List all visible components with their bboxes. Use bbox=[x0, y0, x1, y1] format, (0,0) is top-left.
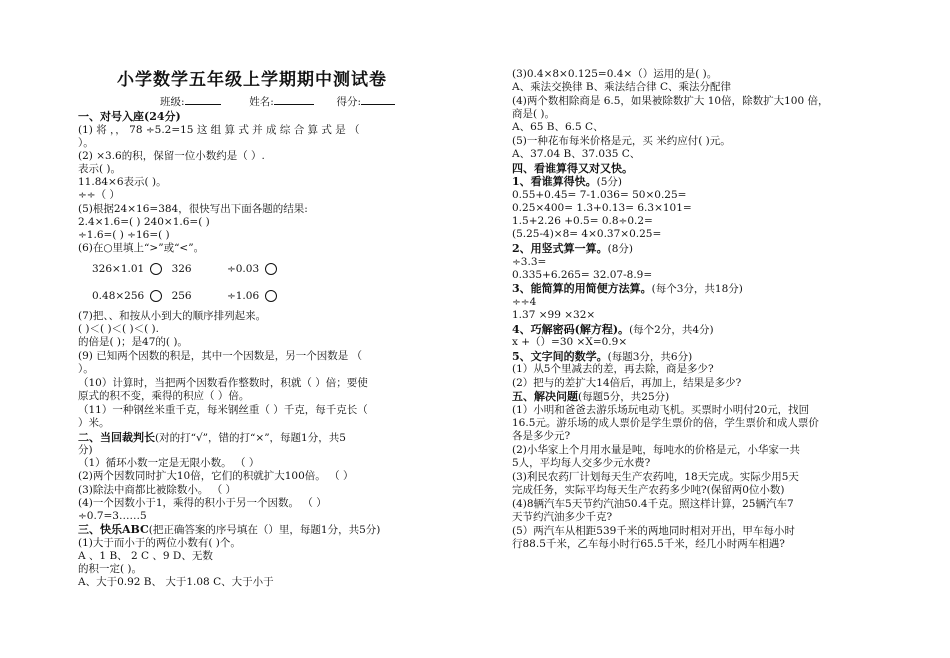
question-5b: ÷1.6=( ) ÷16=( ) bbox=[78, 229, 170, 241]
compare-circle-icon[interactable] bbox=[265, 290, 277, 302]
part-4-3-score: (每个3分，共18分) bbox=[651, 283, 743, 295]
problem-2-cont: 5人，平均每人交多少元水费? bbox=[512, 457, 651, 469]
name-blank bbox=[274, 104, 314, 105]
name-label: 姓名: bbox=[249, 96, 274, 108]
part-4-2-score: (8分) bbox=[607, 243, 634, 255]
question-2: (2) ×3.6的积，保留一位小数约是（ ）. bbox=[78, 150, 265, 162]
part-4-4-heading bbox=[512, 323, 714, 337]
page-title: 小学数学五年级上学期期中测试卷 bbox=[117, 70, 387, 90]
question-7a: ( )＜( )＜( )＜( ). bbox=[78, 323, 159, 335]
judge-2: (2)两个因数同时扩大10倍，它们的积就扩大100倍。 （ ） bbox=[78, 470, 354, 482]
section-3-desc: (把正确答案的序号填在（）里，每题1分，共5分) bbox=[148, 524, 381, 536]
compare-2-mid: 256 bbox=[171, 290, 192, 302]
choice-3: (3)0.4×8×0.125=0.4×（）运用的是( )。 bbox=[512, 68, 718, 80]
choice-5: (5)一种花布每米价格是元，买 米约应付( )元。 bbox=[512, 135, 731, 147]
section-5-heading bbox=[512, 390, 669, 404]
choice-4-options: A、65 B、6.5 C、 bbox=[512, 121, 604, 133]
section-3-title: 三、快乐ABC bbox=[78, 523, 149, 536]
problem-4: (4)8辆汽车5天节约汽油50.4千克。照这样计算，25辆汽车7 bbox=[512, 498, 794, 510]
choice-1-options: A 、1 B、 2 C 、9 D、无数 bbox=[78, 550, 213, 562]
student-info-row bbox=[160, 96, 395, 109]
calc-row-4: (5.25-4)×8= 4×0.37×0.25= bbox=[512, 228, 662, 240]
compare-row-1 bbox=[92, 263, 277, 276]
vertical-calc-2: 0.335+6.265= 32.07-8.9= bbox=[512, 269, 653, 281]
part-4-1-score: (5分) bbox=[596, 176, 623, 188]
part-4-5-title: 5、文字间的数学。 bbox=[512, 350, 608, 363]
compare-1-right: ÷0.03 bbox=[226, 263, 260, 275]
section-4-heading: 四、看谁算得又对又快。 bbox=[512, 162, 633, 175]
problem-1-cont-2: 各是多少元? bbox=[512, 430, 571, 442]
question-3-cont: 11.84×6表示( )。 bbox=[78, 176, 167, 188]
word-problem-1: (1）从5个里减去的差，再去除，商是多少? bbox=[512, 363, 714, 375]
question-5a: 2.4×1.6=( ) 240×1.6=( ) bbox=[78, 216, 210, 228]
question-7: (7)把、、和按从小到大的顺序排列起来。 bbox=[78, 310, 267, 322]
compare-2-right: ÷1.06 bbox=[226, 290, 260, 302]
simplify-1: ÷÷4 bbox=[512, 296, 537, 308]
problem-5: (5）两汽车从相距539千米的两地同时相对开出，甲车每小时 bbox=[512, 525, 795, 537]
section-5-score: (每题5分，共25分) bbox=[578, 391, 670, 403]
part-4-4-title: 4、巧解密码(解方程)。 bbox=[512, 323, 630, 336]
question-3: 表示( )。 bbox=[78, 163, 122, 175]
judge-1: （1）循环小数一定是无限小数。 （ ） bbox=[78, 457, 260, 469]
problem-3: (3)利民农药厂计划每天生产农药吨，18天完成。实际少用5天 bbox=[512, 471, 799, 483]
question-9: (9) 已知两个因数的积是，其中一个因数是，另一个因数是 （ bbox=[78, 350, 363, 362]
problem-4-cont: 天节约汽油多少千克? bbox=[512, 511, 613, 523]
part-4-2-heading bbox=[512, 242, 633, 256]
score-blank bbox=[361, 104, 395, 105]
question-10: （10）计算时，当把两个因数看作整数时，积就（ ）倍；要使 bbox=[78, 377, 368, 389]
judge-4: (4)一个因数小于1，乘得的积小于另一个因数。 （ ） bbox=[78, 497, 327, 509]
question-5: (5)根据24×16=384，很快写出下面各题的结果: bbox=[78, 203, 308, 215]
question-8: 的倍是( )；是47的( )。 bbox=[78, 336, 188, 348]
question-1: (1) 将 ，， 78 ÷5.2=15 这 组 算 式 并 成 综 合 算 式 是 （ bbox=[78, 124, 360, 136]
choice-4-cont: 商是( )。 bbox=[512, 108, 556, 120]
compare-row-2 bbox=[92, 290, 277, 303]
section-2-desc: (对的打“√”，错的打“×”，每题1分，共5 bbox=[155, 432, 346, 444]
part-4-1-title: 1、看谁算得快。 bbox=[512, 175, 597, 188]
section-2-heading bbox=[78, 431, 346, 445]
section-2-desc-cont: 分) bbox=[78, 444, 93, 456]
compare-circle-icon[interactable] bbox=[265, 263, 277, 275]
vertical-calc-1: ÷3.3= bbox=[512, 256, 547, 268]
compare-circle-icon[interactable] bbox=[150, 263, 162, 275]
judge-5: ÷0.7=3……5 bbox=[78, 510, 147, 522]
compare-1-left: 326×1.01 bbox=[92, 263, 145, 275]
problem-1-cont-1: 16.5元。游乐场的成人票价是学生票价的倍，学生票价和成人票价 bbox=[512, 417, 819, 429]
problem-3-cont: 完成任务，实际平均每天生产农药多少吨?(保留两0位小数) bbox=[512, 484, 785, 496]
compare-2-left: 0.48×256 bbox=[92, 290, 145, 302]
choice-2-options: A、大于0.92 B、 大于1.08 C、大于小于 bbox=[78, 576, 274, 588]
section-5-title: 五、解决问题 bbox=[512, 390, 578, 403]
choice-3-options: A、乘法交换律 B、乘法结合律 C、乘法分配律 bbox=[512, 81, 732, 93]
question-1-cont: ）。 bbox=[78, 137, 94, 149]
compare-circle-icon[interactable] bbox=[150, 290, 162, 302]
question-10-cont: 原式的积不变，乘得的积应（ ）倍。 bbox=[78, 390, 250, 402]
word-problem-2: (2）把与的差扩大14倍后，再加上，结果是多少? bbox=[512, 377, 742, 389]
question-4: ÷÷（ ） bbox=[78, 189, 120, 201]
calc-row-2: 0.25×400= 1.3+0.13= 6.3×101= bbox=[512, 202, 692, 214]
section-1-heading: 一、对号入座(24分) bbox=[78, 110, 181, 123]
simplify-2: 1.37 ×99 ×32× bbox=[512, 309, 596, 321]
problem-1: (1）小明和爸爸去游乐场玩电动飞机。买票时小明付20元，找回 bbox=[512, 404, 810, 416]
choice-5-options: A、37.04 B、37.035 C、 bbox=[512, 148, 641, 160]
problem-5-cont: 行88.5千米，乙车每小时行65.5千米，经几小时两车相遇? bbox=[512, 538, 785, 550]
question-9-cont: ）。 bbox=[78, 363, 94, 375]
calc-row-1: 0.55+0.45= 7-1.036= 50×0.25= bbox=[512, 189, 687, 201]
choice-1: (1)大于而小于的两位小数有( )个。 bbox=[78, 537, 241, 549]
question-11-cont: ）米。 bbox=[78, 417, 110, 429]
choice-2: 的积一定( )。 bbox=[78, 563, 143, 575]
part-4-5-heading bbox=[512, 350, 692, 364]
question-11: （11）一种钢丝米重千克，每米钢丝重（ ）千克，每千克长（ bbox=[78, 404, 368, 416]
part-4-2-title: 2、用竖式算一算。 bbox=[512, 242, 608, 255]
section-2-title: 二、当回裁判长 bbox=[78, 431, 155, 444]
choice-4: (4)两个数相除商是 6.5，如果被除数扩大 10倍，除数扩大100 倍， bbox=[512, 95, 829, 107]
part-4-5-score: (每题3分，共6分) bbox=[607, 351, 693, 363]
judge-3: (3)除法中商都比被除数小。 （ ） bbox=[78, 484, 237, 496]
part-4-4-score: (每个2分，共4分) bbox=[629, 324, 714, 336]
question-6: (6)在○里填上“>”或“<”。 bbox=[78, 242, 205, 254]
part-4-1-heading bbox=[512, 175, 622, 189]
compare-1-mid: 326 bbox=[171, 263, 192, 275]
problem-2: (2)小华家上个月用水量是吨，每吨水的价格是元，小华家一共 bbox=[512, 444, 800, 456]
section-3-heading bbox=[78, 523, 380, 537]
class-blank bbox=[185, 104, 221, 105]
part-4-3-heading bbox=[512, 282, 743, 296]
part-4-3-title: 3、能简算的用简便方法算。 bbox=[512, 282, 652, 295]
equations: x +（）=30 ×X=0.9× bbox=[512, 336, 628, 348]
class-label: 班级: bbox=[160, 96, 185, 108]
calc-row-3: 1.5+2.26 +0.5= 0.8÷0.2= bbox=[512, 215, 653, 227]
score-label: 得分: bbox=[336, 96, 362, 108]
